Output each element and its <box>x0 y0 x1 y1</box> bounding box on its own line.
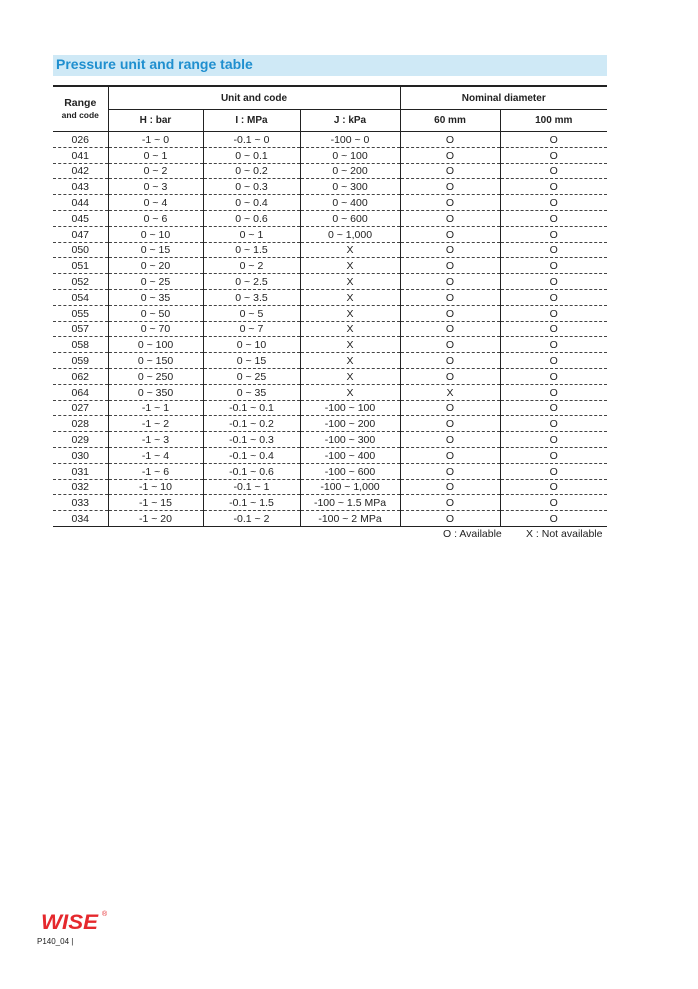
column-header-bar: H : bar <box>108 110 203 132</box>
legend-available: O : Available <box>443 528 502 540</box>
section-title-bar <box>53 55 607 76</box>
table-row <box>53 479 607 495</box>
bar-range-cell: 0 ~ 50 <box>108 305 203 321</box>
mpa-range-cell: 0 ~ 25 <box>203 368 300 384</box>
availability-60mm-cell: O <box>400 495 500 511</box>
availability-60mm-cell: O <box>400 210 500 226</box>
mpa-range-cell: 0 ~ 2 <box>203 258 300 274</box>
bar-range-cell: -1 ~ 2 <box>108 416 203 432</box>
kpa-range-cell: 0 ~ 300 <box>300 179 400 195</box>
mpa-range-cell: 0 ~ 10 <box>203 337 300 353</box>
range-code-cell: 064 <box>53 384 108 400</box>
kpa-range-cell: -100 ~ 1,000 <box>300 479 400 495</box>
availability-100mm-cell: O <box>500 163 607 179</box>
availability-100mm-cell: O <box>500 416 607 432</box>
kpa-range-cell: 0 ~ 400 <box>300 195 400 211</box>
bar-range-cell: -1 ~ 10 <box>108 479 203 495</box>
availability-100mm-cell: O <box>500 384 607 400</box>
range-code-cell: 047 <box>53 226 108 242</box>
kpa-range-cell: -100 ~ 200 <box>300 416 400 432</box>
availability-100mm-cell: O <box>500 132 607 148</box>
kpa-range-cell: X <box>300 353 400 369</box>
availability-60mm-cell: O <box>400 321 500 337</box>
bar-range-cell: 0 ~ 15 <box>108 242 203 258</box>
range-code-cell: 028 <box>53 416 108 432</box>
mpa-range-cell: 0 ~ 0.1 <box>203 147 300 163</box>
kpa-range-cell: X <box>300 384 400 400</box>
mpa-range-cell: 0 ~ 35 <box>203 384 300 400</box>
range-code-cell: 030 <box>53 447 108 463</box>
availability-100mm-cell: O <box>500 179 607 195</box>
availability-100mm-cell: O <box>500 274 607 290</box>
bar-range-cell: 0 ~ 3 <box>108 179 203 195</box>
availability-100mm-cell: O <box>500 195 607 211</box>
range-header-line1: Range <box>64 97 97 109</box>
availability-100mm-cell: O <box>500 226 607 242</box>
unit-code-group-header: Unit and code <box>108 86 400 110</box>
range-code-cell: 058 <box>53 337 108 353</box>
availability-100mm-cell: O <box>500 210 607 226</box>
availability-60mm-cell: O <box>400 432 500 448</box>
bar-range-cell: 0 ~ 4 <box>108 195 203 211</box>
kpa-range-cell: -100 ~ 400 <box>300 447 400 463</box>
column-header-100mm: 100 mm <box>500 110 607 132</box>
column-header-mpa: I : MPa <box>203 110 300 132</box>
wise-logo <box>40 907 110 935</box>
table-body <box>53 132 607 527</box>
kpa-range-cell: X <box>300 242 400 258</box>
bar-range-cell: 0 ~ 100 <box>108 337 203 353</box>
table-row <box>53 242 607 258</box>
mpa-range-cell: 0 ~ 0.6 <box>203 210 300 226</box>
table-row <box>53 274 607 290</box>
mpa-range-cell: -0.1 ~ 0.6 <box>203 463 300 479</box>
range-code-cell: 034 <box>53 511 108 527</box>
availability-100mm-cell: O <box>500 463 607 479</box>
availability-100mm-cell: O <box>500 242 607 258</box>
table-row <box>53 432 607 448</box>
mpa-range-cell: -0.1 ~ 0.1 <box>203 400 300 416</box>
mpa-range-cell: -0.1 ~ 0.2 <box>203 416 300 432</box>
availability-60mm-cell: O <box>400 258 500 274</box>
bar-range-cell: 0 ~ 25 <box>108 274 203 290</box>
bar-range-cell: -1 ~ 15 <box>108 495 203 511</box>
availability-100mm-cell: O <box>500 258 607 274</box>
table-row <box>53 179 607 195</box>
pressure-range-table <box>53 85 607 527</box>
range-code-cell: 055 <box>53 305 108 321</box>
availability-60mm-cell: O <box>400 179 500 195</box>
mpa-range-cell: 0 ~ 1 <box>203 226 300 242</box>
table-row <box>53 400 607 416</box>
mpa-range-cell: 0 ~ 5 <box>203 305 300 321</box>
bar-range-cell: -1 ~ 20 <box>108 511 203 527</box>
range-code-cell: 045 <box>53 210 108 226</box>
table-row <box>53 147 607 163</box>
bar-range-cell: -1 ~ 3 <box>108 432 203 448</box>
kpa-range-cell: X <box>300 289 400 305</box>
mpa-range-cell: -0.1 ~ 1.5 <box>203 495 300 511</box>
range-code-cell: 042 <box>53 163 108 179</box>
mpa-range-cell: 0 ~ 1.5 <box>203 242 300 258</box>
kpa-range-cell: 0 ~ 600 <box>300 210 400 226</box>
table-row <box>53 305 607 321</box>
availability-100mm-cell: O <box>500 337 607 353</box>
table-row <box>53 195 607 211</box>
availability-100mm-cell: O <box>500 305 607 321</box>
range-code-header <box>53 86 108 132</box>
kpa-range-cell: X <box>300 258 400 274</box>
bar-range-cell: -1 ~ 1 <box>108 400 203 416</box>
kpa-range-cell: -100 ~ 1.5 MPa <box>300 495 400 511</box>
kpa-range-cell: X <box>300 305 400 321</box>
availability-60mm-cell: O <box>400 479 500 495</box>
range-code-cell: 031 <box>53 463 108 479</box>
availability-100mm-cell: O <box>500 495 607 511</box>
availability-100mm-cell: O <box>500 368 607 384</box>
kpa-range-cell: -100 ~ 2 MPa <box>300 511 400 527</box>
bar-range-cell: 0 ~ 35 <box>108 289 203 305</box>
range-code-cell: 054 <box>53 289 108 305</box>
availability-60mm-cell: O <box>400 274 500 290</box>
availability-100mm-cell: O <box>500 400 607 416</box>
table-row <box>53 210 607 226</box>
bar-range-cell: 0 ~ 70 <box>108 321 203 337</box>
range-code-cell: 043 <box>53 179 108 195</box>
range-code-cell: 027 <box>53 400 108 416</box>
mpa-range-cell: -0.1 ~ 2 <box>203 511 300 527</box>
page-code: P140_04 | <box>37 937 74 946</box>
range-code-cell: 026 <box>53 132 108 148</box>
availability-60mm-cell: O <box>400 289 500 305</box>
table-row <box>53 289 607 305</box>
availability-100mm-cell: O <box>500 353 607 369</box>
table-row <box>53 416 607 432</box>
table-row <box>53 463 607 479</box>
bar-range-cell: -1 ~ 4 <box>108 447 203 463</box>
availability-60mm-cell: O <box>400 511 500 527</box>
kpa-range-cell: -100 ~ 0 <box>300 132 400 148</box>
availability-60mm-cell: O <box>400 463 500 479</box>
mpa-range-cell: 0 ~ 0.3 <box>203 179 300 195</box>
mpa-range-cell: 0 ~ 2.5 <box>203 274 300 290</box>
availability-100mm-cell: O <box>500 479 607 495</box>
range-code-cell: 052 <box>53 274 108 290</box>
bar-range-cell: 0 ~ 20 <box>108 258 203 274</box>
table-row <box>53 384 607 400</box>
mpa-range-cell: -0.1 ~ 0.3 <box>203 432 300 448</box>
legend-not-available: X : Not available <box>526 528 603 540</box>
table-row <box>53 337 607 353</box>
table-row <box>53 132 607 148</box>
range-code-cell: 033 <box>53 495 108 511</box>
range-code-cell: 050 <box>53 242 108 258</box>
bar-range-cell: 0 ~ 350 <box>108 384 203 400</box>
mpa-range-cell: -0.1 ~ 0.4 <box>203 447 300 463</box>
range-code-cell: 029 <box>53 432 108 448</box>
table-row <box>53 226 607 242</box>
mpa-range-cell: -0.1 ~ 1 <box>203 479 300 495</box>
mpa-range-cell: -0.1 ~ 0 <box>203 132 300 148</box>
bar-range-cell: -1 ~ 6 <box>108 463 203 479</box>
availability-60mm-cell: O <box>400 147 500 163</box>
table-row <box>53 368 607 384</box>
bar-range-cell: 0 ~ 2 <box>108 163 203 179</box>
range-code-cell: 044 <box>53 195 108 211</box>
page-title: Pressure unit and range table <box>56 56 253 72</box>
kpa-range-cell: -100 ~ 100 <box>300 400 400 416</box>
mpa-range-cell: 0 ~ 0.2 <box>203 163 300 179</box>
availability-60mm-cell: O <box>400 337 500 353</box>
kpa-range-cell: 0 ~ 200 <box>300 163 400 179</box>
range-code-cell: 032 <box>53 479 108 495</box>
availability-100mm-cell: O <box>500 289 607 305</box>
availability-60mm-cell: O <box>400 447 500 463</box>
availability-60mm-cell: X <box>400 384 500 400</box>
availability-60mm-cell: O <box>400 195 500 211</box>
wise-logo-wordmark: WISE <box>41 911 100 934</box>
kpa-range-cell: 0 ~ 100 <box>300 147 400 163</box>
availability-100mm-cell: O <box>500 447 607 463</box>
availability-60mm-cell: O <box>400 226 500 242</box>
range-code-cell: 059 <box>53 353 108 369</box>
availability-100mm-cell: O <box>500 321 607 337</box>
availability-60mm-cell: O <box>400 400 500 416</box>
bar-range-cell: 0 ~ 1 <box>108 147 203 163</box>
bar-range-cell: 0 ~ 10 <box>108 226 203 242</box>
table-row <box>53 511 607 527</box>
table-row <box>53 321 607 337</box>
table-row <box>53 447 607 463</box>
kpa-range-cell: X <box>300 337 400 353</box>
mpa-range-cell: 0 ~ 0.4 <box>203 195 300 211</box>
registered-mark: ® <box>102 911 108 918</box>
range-code-cell: 062 <box>53 368 108 384</box>
availability-60mm-cell: O <box>400 242 500 258</box>
availability-60mm-cell: O <box>400 132 500 148</box>
availability-60mm-cell: O <box>400 368 500 384</box>
table-row <box>53 495 607 511</box>
range-code-cell: 041 <box>53 147 108 163</box>
range-code-cell: 051 <box>53 258 108 274</box>
kpa-range-cell: 0 ~ 1,000 <box>300 226 400 242</box>
availability-100mm-cell: O <box>500 511 607 527</box>
kpa-range-cell: -100 ~ 600 <box>300 463 400 479</box>
table-row <box>53 258 607 274</box>
bar-range-cell: 0 ~ 150 <box>108 353 203 369</box>
bar-range-cell: 0 ~ 250 <box>108 368 203 384</box>
availability-60mm-cell: O <box>400 416 500 432</box>
range-header-line2: and code <box>61 110 99 120</box>
column-header-kpa: J : kPa <box>300 110 400 132</box>
availability-100mm-cell: O <box>500 432 607 448</box>
availability-60mm-cell: O <box>400 163 500 179</box>
availability-60mm-cell: O <box>400 305 500 321</box>
table-row <box>53 353 607 369</box>
mpa-range-cell: 0 ~ 15 <box>203 353 300 369</box>
kpa-range-cell: -100 ~ 300 <box>300 432 400 448</box>
table-row <box>53 163 607 179</box>
range-code-cell: 057 <box>53 321 108 337</box>
column-header-60mm: 60 mm <box>400 110 500 132</box>
availability-100mm-cell: O <box>500 147 607 163</box>
bar-range-cell: -1 ~ 0 <box>108 132 203 148</box>
bar-range-cell: 0 ~ 6 <box>108 210 203 226</box>
mpa-range-cell: 0 ~ 7 <box>203 321 300 337</box>
kpa-range-cell: X <box>300 368 400 384</box>
availability-60mm-cell: O <box>400 353 500 369</box>
mpa-range-cell: 0 ~ 3.5 <box>203 289 300 305</box>
nominal-diameter-group-header: Nominal diameter <box>400 86 607 110</box>
kpa-range-cell: X <box>300 321 400 337</box>
kpa-range-cell: X <box>300 274 400 290</box>
